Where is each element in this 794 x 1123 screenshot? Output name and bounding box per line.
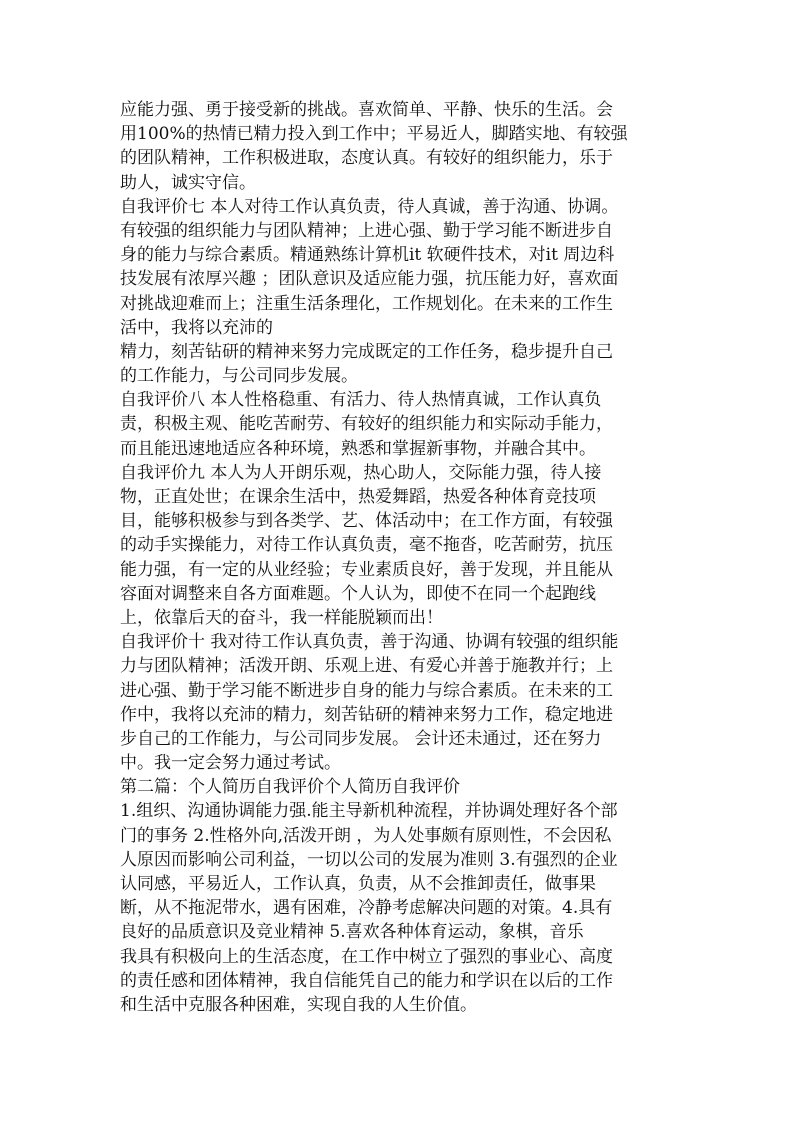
text-line: 活中，我将以充沛的	[120, 317, 273, 338]
text-line: 技发展有浓厚兴趣 ；团队意识及适应能力强，抗压能力好，喜欢面	[120, 269, 619, 290]
text-line: 断，从不拖泥带水，遇有困难，冷静考虑解决问题的对策。4.具有	[120, 898, 613, 919]
text-line: 精力，刻苦钻研的精神来努力完成既定的工作任务，稳步提升自己	[120, 341, 613, 362]
text-line: 自我评价十 我对待工作认真负责，善于沟通、协调有较强的组织能	[120, 632, 619, 653]
text-line: 人原因而影响公司利益，一切以公司的发展为准则 3.有强烈的企业	[120, 849, 618, 870]
text-line: 上，依靠后天的奋斗，我一样能脱颖而出！	[120, 607, 443, 628]
text-line: 目，能够积极参与到各类学、艺、体活动中；在工作方面，有较强	[120, 511, 613, 532]
text-line: 力与团队精神；活泼开朗、乐观上进、有爱心并善于施教并行；上	[120, 656, 613, 677]
text-line: 的团队精神，工作积极进取，态度认真。有较好的组织能力，乐于	[120, 148, 613, 169]
text-line: 认同感，平易近人，工作认真，负责，从不会推卸责任，做事果	[120, 874, 596, 894]
text-line: 用100%的热情已精力投入到工作中；平易近人，脚踏实地、有较强	[120, 124, 628, 145]
text-line: 自我评价七 本人对待工作认真负责，待人真诚，善于沟通、协调。	[120, 196, 619, 217]
text-line: 门的事务 2.性格外向,活泼开朗 ，为人处事颇有原则性，不会因私	[120, 825, 612, 846]
text-line: 的工作能力，与公司同步发展。	[120, 366, 358, 387]
text-line: 自我评价九 本人为人开朗乐观，热心助人，交际能力强，待人接	[120, 462, 602, 483]
text-line: 良好的品质意识及竞业精神 5.喜欢各种体育运动，象棋，音乐	[120, 922, 584, 943]
text-line: 应能力强、勇于接受新的挑战。喜欢简单、平静、快乐的生活。会	[120, 100, 613, 120]
text-line: 和生活中克服各种困难，实现自我的人生价值。	[120, 994, 477, 1015]
text-line: 助人，诚实守信。	[120, 172, 256, 193]
document-body	[120, 98, 676, 1017]
text-line: 有较强的组织能力与团队精神；上进心强、勤于学习能不断进步自	[120, 220, 613, 241]
text-line: 能力强，有一定的从业经验；专业素质良好，善于发现，并且能从	[120, 559, 613, 580]
text-line: 责，积极主观、能吃苦耐劳、有较好的组织能力和实际动手能力，	[120, 414, 613, 435]
text-line: 1.组织、沟通协调能力强.能主导新机种流程，并协调处理好各个部	[120, 801, 618, 822]
text-line: 进心强、勤于学习能不断进步自身的能力与综合素质。在未来的工	[120, 680, 613, 701]
text-line: 自我评价八 本人性格稳重、有活力、待人热情真诚，工作认真负	[120, 390, 602, 411]
text-line: 我具有积极向上的生活态度，在工作中树立了强烈的事业心、高度	[120, 946, 613, 967]
text-line: 容面对调整来自各方面难题。个人认为，即使不在同一个起跑线	[120, 583, 596, 604]
text-line: 的动手实操能力，对待工作认真负责，毫不拖沓，吃苦耐劳，抗压	[120, 535, 613, 556]
text-line: 物，正直处世；在课余生活中，热爱舞蹈，热爱各种体育竞技项	[120, 487, 596, 507]
text-line: 对挑战迎难而上；注重生活条理化，工作规划化。在未来的工作生	[120, 293, 613, 314]
text-line: 中。我一定会努力通过考试。	[120, 753, 341, 774]
text-line: 的责任感和团体精神，我自信能凭自己的能力和学识在以后的工作	[120, 970, 613, 991]
text-line: 作中，我将以充沛的精力，刻苦钻研的精神来努力工作，稳定地进	[120, 704, 613, 725]
text-line: 步自己的工作能力，与公司同步发展。 会计还未通过，还在努力	[120, 728, 602, 749]
text-line: 身的能力与综合素质。精通熟练计算机it 软硬件技术，对it 周边科	[120, 245, 615, 266]
section-heading: 第二篇：个人简历自我评价个人简历自我评价	[120, 777, 460, 798]
text-line: 而且能迅速地适应各种环境，熟悉和掌握新事物，并融合其中。	[120, 438, 596, 459]
